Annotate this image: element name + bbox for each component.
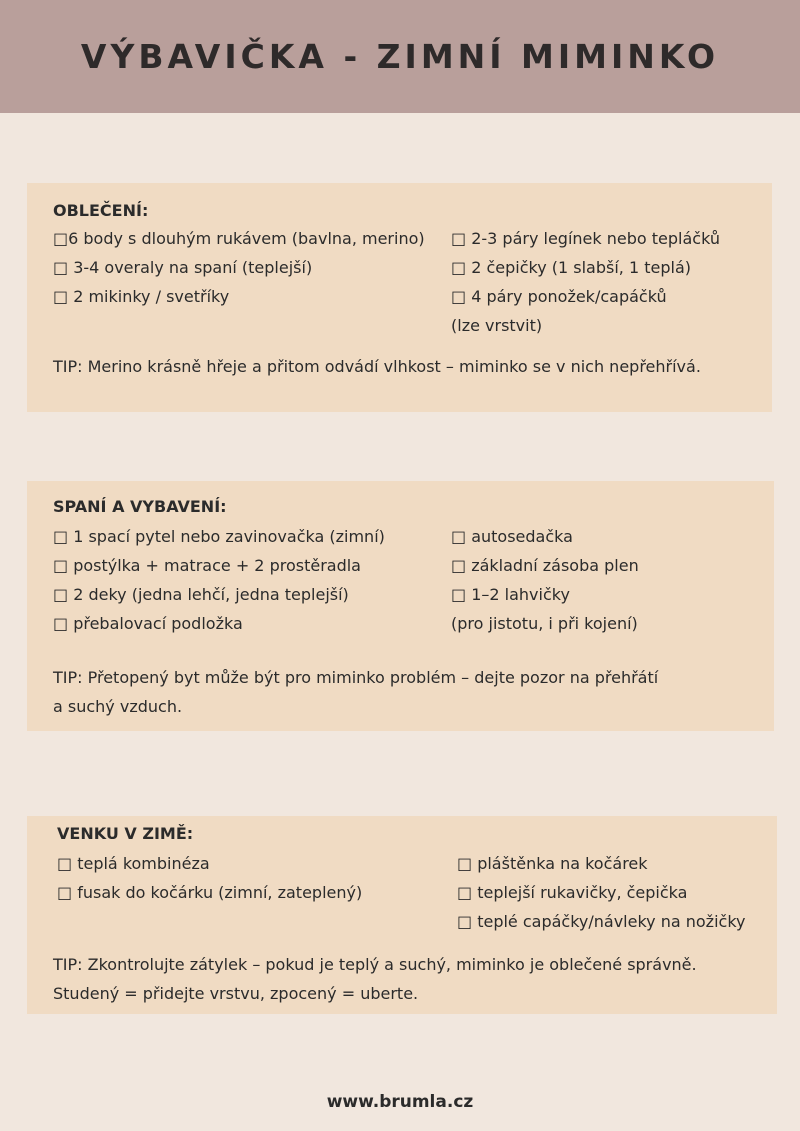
footer-url[interactable]: www.brumla.cz xyxy=(326,1092,474,1112)
checklist-item: □ fusak do kočárku (zimní, zateplený) xyxy=(57,883,363,902)
checklist-item: □6 body s dlouhým rukávem (bavlna, merino) xyxy=(53,229,425,248)
checklist-note: (lze vrstvit) xyxy=(451,316,543,335)
left-checklist xyxy=(57,849,362,907)
section-sleep-equipment xyxy=(27,481,774,731)
section-title: VENKU V ZIMĚ: xyxy=(57,824,194,843)
header-banner xyxy=(0,0,800,113)
checklist-item: □ pláštěnka na kočárek xyxy=(457,854,648,873)
tip-line: a suchý vzduch. xyxy=(53,697,183,716)
checklist-item: □ 1–2 lahvičky xyxy=(451,585,570,604)
checklist-item: □ postýlka + matrace + 2 prostěradla xyxy=(53,556,361,575)
checklist-item: □ teplé capáčky/návleky na nožičky xyxy=(457,912,746,931)
right-checklist xyxy=(457,849,745,936)
checklist-item: □ přebalovací podložka xyxy=(53,614,243,633)
tip-line: TIP: Přetopený byt může být pro miminko problém – dejte pozor na přehřátí xyxy=(53,668,659,687)
right-checklist xyxy=(451,224,720,340)
checklist-item: □ 4 páry ponožek/capáčků xyxy=(451,287,667,306)
checklist-item: □ teplejší rukavičky, čepička xyxy=(457,883,688,902)
tip-line: TIP: Merino krásně hřeje a přitom odvádí vlhkost – miminko se v nich nepřehřívá. xyxy=(53,357,701,376)
right-checklist xyxy=(451,522,639,638)
checklist-item: □ 3-4 overaly na spaní (teplejší) xyxy=(53,258,313,277)
section-outdoor-winter xyxy=(27,816,777,1014)
section-clothing xyxy=(27,183,772,412)
checklist-item: □ 2 čepičky (1 slabší, 1 teplá) xyxy=(451,258,691,277)
checklist-item: □ autosedačka xyxy=(451,527,573,546)
tip-text xyxy=(53,352,701,381)
left-checklist xyxy=(53,224,425,311)
checklist-item: □ základní zásoba plen xyxy=(451,556,639,575)
page-title: VÝBAVIČKA - ZIMNÍ MIMINKO xyxy=(80,37,720,76)
tip-line: TIP: Zkontrolujte zátylek – pokud je teplý a suchý, miminko je oblečené správně. xyxy=(53,955,697,974)
checklist-item: □ 2 deky (jedna lehčí, jedna teplejší) xyxy=(53,585,349,604)
tip-text xyxy=(53,950,697,1008)
left-checklist xyxy=(53,522,385,638)
checklist-item: □ 2 mikinky / svetříky xyxy=(53,287,230,306)
checklist-item: □ 2-3 páry legínek nebo tepláčků xyxy=(451,229,720,248)
section-title: OBLEČENÍ: xyxy=(53,201,149,220)
tip-line: Studený = přidejte vrstvu, zpocený = uberte. xyxy=(53,984,419,1003)
checklist-item: □ teplá kombinéza xyxy=(57,854,210,873)
tip-text xyxy=(53,663,658,721)
section-title: SPANÍ A VYBAVENÍ: xyxy=(53,497,227,516)
checklist-item: □ 1 spací pytel nebo zavinovačka (zimní) xyxy=(53,527,385,546)
checklist-note: (pro jistotu, i při kojení) xyxy=(451,614,638,633)
